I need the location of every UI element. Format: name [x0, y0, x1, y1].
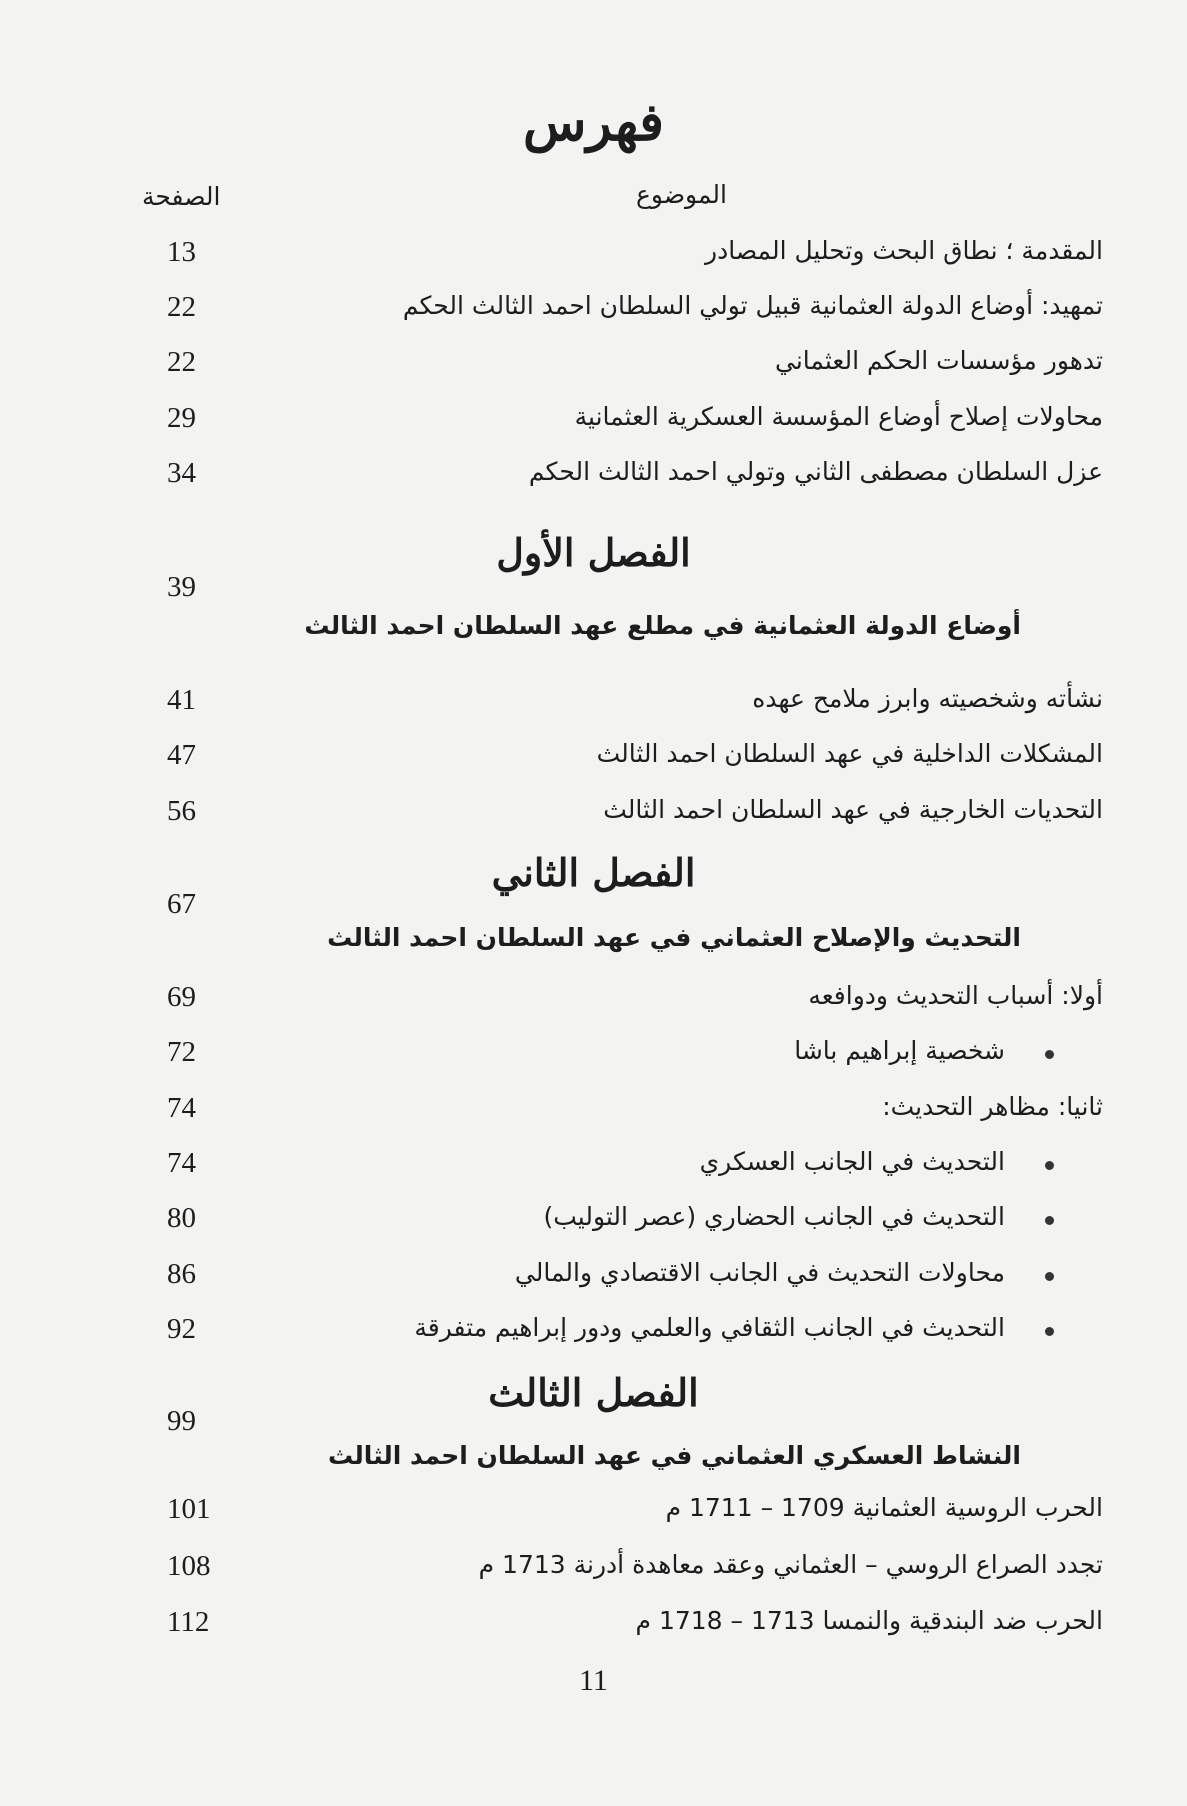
chapter-3-heading: الفصل الثالث — [488, 1370, 699, 1415]
entry-text: الحرب ضد البندقية والنمسا 1713 – 1718 م — [635, 1606, 1103, 1635]
entry-text: ثانيا: مظاهر التحديث: — [882, 1092, 1103, 1121]
toc-entry-bullet — [0, 1202, 1187, 1242]
entry-page: 22 — [167, 346, 196, 378]
chapter-1-page: 39 — [167, 571, 196, 603]
page-title: فهرس — [523, 92, 664, 153]
entry-page: 72 — [167, 1036, 196, 1068]
entry-page: 29 — [167, 402, 196, 434]
toc-entry-bullet — [0, 1147, 1187, 1187]
page-number: 11 — [579, 1664, 608, 1697]
entry-page: 22 — [167, 291, 196, 323]
entry-page: 13 — [167, 236, 196, 268]
entry-text: أولا: أسباب التحديث ودوافعه — [808, 981, 1103, 1010]
entry-text: التحديث في الجانب الثقافي والعلمي ودور إبراهيم متفرقة — [414, 1313, 1005, 1342]
bullet-icon — [1045, 1216, 1054, 1225]
toc-entry — [0, 402, 1187, 442]
chapter-1-heading: الفصل الأول — [496, 530, 691, 575]
entry-page: 80 — [167, 1202, 196, 1234]
entry-page: 74 — [167, 1147, 196, 1179]
entry-page: 86 — [167, 1258, 196, 1290]
toc-entry — [0, 291, 1187, 331]
entry-page: 74 — [167, 1092, 196, 1124]
entry-page: 56 — [167, 795, 196, 827]
entry-page: 41 — [167, 684, 196, 716]
toc-entry — [0, 1606, 1187, 1646]
bullet-icon — [1045, 1161, 1054, 1170]
entry-text: عزل السلطان مصطفى الثاني وتولي احمد الثالث الحكم — [528, 457, 1103, 486]
bullet-icon — [1045, 1327, 1054, 1336]
toc-entry — [0, 739, 1187, 779]
entry-text: الحرب الروسية العثمانية 1709 – 1711 م — [665, 1493, 1103, 1522]
bullet-icon — [1045, 1050, 1054, 1059]
entry-text: محاولات التحديث في الجانب الاقتصادي والمالي — [514, 1258, 1005, 1287]
bullet-icon — [1045, 1272, 1054, 1281]
entry-page: 112 — [167, 1606, 210, 1638]
entry-page: 34 — [167, 457, 196, 489]
entry-text: محاولات إصلاح أوضاع المؤسسة العسكرية العثمانية — [574, 402, 1103, 431]
entry-page: 108 — [167, 1550, 211, 1582]
entry-page: 47 — [167, 739, 196, 771]
toc-entry-bullet — [0, 1258, 1187, 1298]
entry-text: التحديث في الجانب الحضاري (عصر التوليب) — [543, 1202, 1005, 1231]
page-column-header: الصفحة — [142, 182, 221, 211]
chapter-2-heading: الفصل الثاني — [491, 850, 696, 895]
chapter-2-title: التحديث والإصلاح العثماني في عهد السلطان احمد الثالث — [327, 923, 1021, 952]
chapter-3-page: 99 — [167, 1405, 196, 1437]
entry-text: تدهور مؤسسات الحكم العثماني — [775, 346, 1103, 375]
entry-text: تمهيد: أوضاع الدولة العثمانية قبيل تولي السلطان احمد الثالث الحكم — [402, 291, 1103, 320]
entry-text: نشأته وشخصيته وابرز ملامح عهده — [752, 684, 1103, 713]
topic-column-header: الموضوع — [636, 180, 727, 209]
toc-entry-bullet — [0, 1036, 1187, 1076]
toc-entry — [0, 1092, 1187, 1132]
toc-entry — [0, 795, 1187, 835]
chapter-3-title: النشاط العسكري العثماني في عهد السلطان احمد الثالث — [327, 1441, 1021, 1470]
entry-text: المشكلات الداخلية في عهد السلطان احمد الثالث — [596, 739, 1103, 768]
chapter-2-page: 67 — [167, 888, 196, 920]
entry-text: التحديات الخارجية في عهد السلطان احمد الثالث — [603, 795, 1103, 824]
entry-text: التحديث في الجانب العسكري — [699, 1147, 1005, 1176]
toc-entry — [0, 684, 1187, 724]
toc-entry — [0, 346, 1187, 386]
toc-entry — [0, 457, 1187, 497]
toc-entry — [0, 981, 1187, 1021]
entry-text: المقدمة ؛ نطاق البحث وتحليل المصادر — [705, 236, 1103, 265]
toc-entry — [0, 236, 1187, 276]
entry-page: 101 — [167, 1493, 211, 1525]
entry-page: 92 — [167, 1313, 196, 1345]
chapter-1-title: أوضاع الدولة العثمانية في مطلع عهد السلطان احمد الثالث — [304, 611, 1021, 640]
entry-text: شخصية إبراهيم باشا — [794, 1036, 1005, 1065]
entry-text: تجدد الصراع الروسي – العثماني وعقد معاهدة أدرنة 1713 م — [478, 1550, 1103, 1579]
toc-entry-bullet — [0, 1313, 1187, 1353]
entry-page: 69 — [167, 981, 196, 1013]
toc-entry — [0, 1550, 1187, 1590]
toc-entry — [0, 1493, 1187, 1533]
